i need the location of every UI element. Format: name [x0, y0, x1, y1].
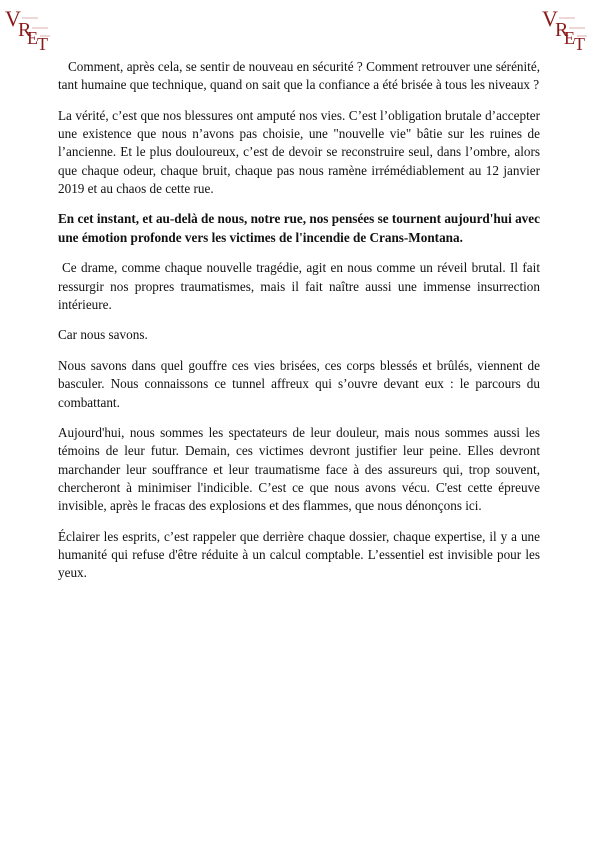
- paragraph-drama: Ce drame, comme chaque nouvelle tragédie, agit en nous comme un réveil brutal. Il fait ressurgir nos propres traumatismes, mais il fait naître aussi une immense insurrection intérieure.: [58, 260, 540, 312]
- logo-letter-r: R: [555, 19, 569, 41]
- paragraph-today: Aujourd'hui, nous sommes les spectateurs de leur douleur, mais nous sommes aussi les témoins de leur futur. Demain, ces victimes devront justifier leur peine. Elles devront marchander leur souffrance et leur traumatisme face à des assureurs qui, trop souvent, chercheront à minimiser l'indicible. C’est ce que nous avons vécu. C'est cette épreuve invisible, après le fracas des explosions et des flammes, que nous dénonçons ici.: [58, 425, 540, 514]
- paragraph-enlighten: Éclairer les esprits, c’est rappeler que derrière chaque dossier, chaque expertise, il y a une humanité qui refuse d'être réduite à un calcul comptable. L’essentiel est invisible pour les yeux.: [58, 528, 540, 581]
- logo-letter-t: T: [37, 34, 48, 52]
- paragraph-truth: La vérité, c’est que nos blessures ont amputé nos vies. C’est l’obligation brutale d’accepter une existence que nous n’avons pas choisie, une "nouvelle vie" bâtie sur les ruines de l’ancienne. Et le plus douloureux, c’est de devoir se reconstruire seul, dans l’ombre, alors que chaque odeur, chaque bruit, chaque pas nous ramène irrémédiablement au 12 janvier 2019 et au chaos de cette rue.: [58, 107, 540, 196]
- logo-letter-t: T: [574, 34, 585, 52]
- paragraph-we-know: Car nous savons.: [58, 327, 148, 343]
- vret-logo-left: [4, 4, 52, 52]
- logo-letter-v: V: [542, 6, 558, 31]
- paragraph-crans-montana: En cet instant, et au-delà de nous, notre rue, nos pensées se tournent aujourd'hui avec une émotion profonde vers les victimes de l'incendie de Crans-Montana.: [58, 211, 540, 245]
- logo-letter-e: E: [27, 28, 38, 48]
- paragraph-abyss: Nous savons dans quel gouffre ces vies brisées, ces corps blessés et brûlés, viennent de basculer. Nous connaissons ce tunnel affreux qui s’ouvre devant eux : le parcours du combattant.: [58, 358, 540, 410]
- logo-letter-r: R: [18, 19, 32, 41]
- document-body: [58, 58, 540, 595]
- paragraph-security: Comment, après cela, se sentir de nouveau en sécurité ? Comment retrouver une sérénité, tant humaine que technique, quand on sait que la confiance a été brisée à tous les niveaux ?: [58, 59, 540, 93]
- logo-letter-v: V: [5, 6, 21, 31]
- vret-logo-right: [541, 4, 589, 52]
- logo-letter-e: E: [564, 28, 575, 48]
